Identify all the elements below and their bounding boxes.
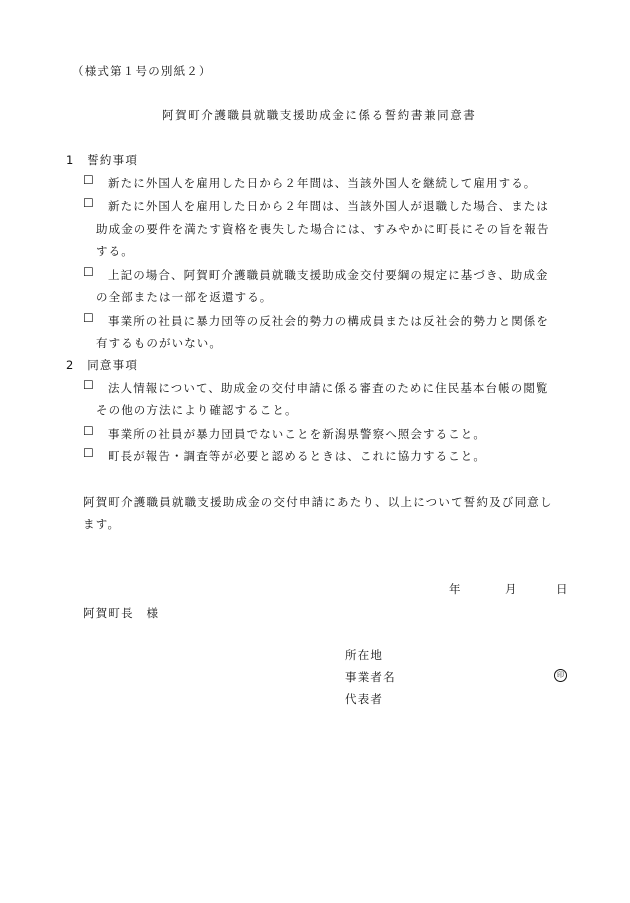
checkbox[interactable]: ☐	[83, 378, 94, 392]
checkbox[interactable]: ☐	[83, 173, 94, 187]
item-line: 有するものがいない。	[96, 336, 222, 350]
section-heading-pledge: 1 誓約事項	[66, 153, 139, 167]
item-line: 新たに外国人を雇用した日から２年間は、当該外国人が退職した場合、または	[108, 199, 549, 213]
item-line: 事業所の社員が暴力団員でないことを新潟県警察へ照会すること。	[108, 427, 486, 441]
checkbox[interactable]: ☐	[83, 311, 94, 325]
date-year: 年	[449, 582, 462, 596]
closing-line: 阿賀町介護職員就職支援助成金の交付申請にあたり、以上について誓約及び同意し	[83, 495, 553, 509]
item-line: 新たに外国人を雇用した日から２年間は、当該外国人を継続して雇用する。	[108, 176, 537, 190]
item-line: の全部または一部を返還する。	[96, 290, 273, 304]
item-line: 町長が報告・調査等が必要と認めるときは、これに協力すること。	[108, 449, 486, 463]
closing-line: ます。	[83, 517, 121, 531]
item-line: 事業所の社員に暴力団等の反社会的勢力の構成員または反社会的勢力と関係を	[108, 314, 549, 328]
item-line: その他の方法により確認すること。	[96, 403, 298, 417]
business-name-label: 事業者名	[345, 670, 396, 684]
item-line: する。	[96, 244, 134, 258]
checkbox[interactable]: ☐	[83, 446, 94, 460]
item-line: 法人情報について、助成金の交付申請に係る審査のために住民基本台帳の閲覧	[108, 381, 549, 395]
addressee: 阿賀町長 様	[83, 606, 160, 620]
section-heading-consent: 2 同意事項	[66, 358, 139, 372]
seal-icon: 印	[554, 669, 567, 682]
representative-label: 代表者	[345, 692, 384, 706]
checkbox[interactable]: ☐	[83, 265, 94, 279]
address-label: 所在地	[345, 648, 384, 662]
date-month: 月	[505, 582, 518, 596]
date-day: 日	[556, 582, 569, 596]
checkbox[interactable]: ☐	[83, 424, 94, 438]
item-line: 助成金の要件を満たす資格を喪失した場合には、すみやかに町長にその旨を報告	[96, 222, 550, 236]
document-title: 阿賀町介護職員就職支援助成金に係る誓約書兼同意書	[162, 108, 477, 122]
item-line: 上記の場合、阿賀町介護職員就職支援助成金交付要綱の規定に基づき、助成金	[108, 268, 549, 282]
checkbox[interactable]: ☐	[83, 196, 94, 210]
form-label: （様式第１号の別紙２）	[72, 64, 212, 78]
